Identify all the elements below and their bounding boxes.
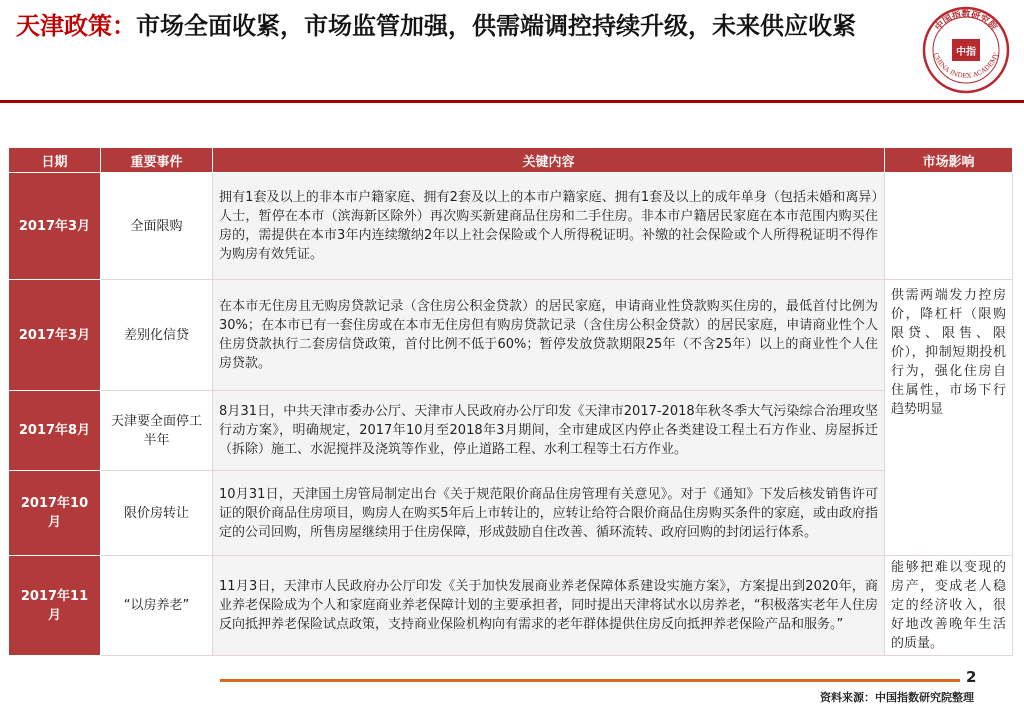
market-impact-summary-1: 供需两端发力控房价，降杠杆（限购限贷、限售、限价），抑制短期投机行为，强化住房自住属性，市场下行趋势明显 xyxy=(885,280,1013,556)
logo-text-center: 中指 xyxy=(956,47,976,58)
column-header-event: 重要事件 xyxy=(101,148,213,173)
table-row xyxy=(9,280,1013,391)
policy-table xyxy=(8,147,1013,656)
column-header-date: 日期 xyxy=(9,148,101,173)
footer-divider xyxy=(220,679,960,682)
row-date: 2017年3月 xyxy=(9,173,101,280)
row-date: 2017年11月 xyxy=(9,556,101,656)
column-header-impact: 市场影响 xyxy=(885,148,1013,173)
row-event: 天津要全面停工半年 xyxy=(101,391,213,471)
row-event: “以房养老” xyxy=(101,556,213,656)
row-event: 差别化信贷 xyxy=(101,280,213,391)
row-event: 限价房转让 xyxy=(101,471,213,556)
title-divider xyxy=(0,100,1024,103)
academy-logo xyxy=(921,5,1011,95)
row-date: 2017年3月 xyxy=(9,280,101,391)
logo-text-top: 中国指数研究院 xyxy=(933,10,999,33)
table-row xyxy=(9,173,1013,280)
row-date: 2017年10月 xyxy=(9,471,101,556)
row-content: 拥有1套及以上的非本市户籍家庭、拥有2套及以上的本市户籍家庭、拥有1套及以上的成年单身（包括未婚和离异）人士，暂停在本市（滨海新区除外）再次购买新建商品住房和二手住房。非本市户籍居民家庭在本市范围内购买住房的，需提供在本市3年内连续缴纳2年以上社会保险或个人所得税证明。补缴的社会保险或个人所得税证明不得作为购房有效凭证。 xyxy=(213,173,885,280)
row-content: 11月3日，天津市人民政府办公厅印发《关于加快发展商业养老保障体系建设实施方案》，方案提出到2020年，商业养老保险成为个人和家庭商业养老保障计划的主要承担者，同时提出天津将试水以房养老，“积极落实老年人住房反向抵押养老保险试点政策，支持商业保险机构向有需求的老年群体提供住房反向抵押养老保险产品和服务。” xyxy=(213,556,885,656)
row-event: 全面限购 xyxy=(101,173,213,280)
row-content: 8月31日，中共天津市委办公厅、天津市人民政府办公厅印发《天津市2017-2018年秋冬季大气污染综合治理攻坚行动方案》，明确规定，2017年10月至2018年3月期间，全市建成区内停止各类建设工程土石方作业、房屋拆迁（拆除）施工、水泥搅拌及浇筑等作业，停止道路工程、水利工程等土石方作业。 xyxy=(213,391,885,471)
logo-text-bottom: CHINA INDEX ACADEMY xyxy=(931,51,1001,80)
table-row xyxy=(9,556,1013,656)
page-number: 2 xyxy=(966,668,977,686)
table-row xyxy=(9,471,1013,556)
page-title xyxy=(16,10,916,43)
table-header-row xyxy=(9,148,1013,173)
market-impact-summary-2: 能够把难以变现的房产，变成老人稳定的经济收入，很好地改善晚年生活的质量。 xyxy=(885,556,1013,656)
table-row xyxy=(9,391,1013,471)
column-header-content: 关键内容 xyxy=(213,148,885,173)
page-title-highlight: 天津政策： xyxy=(16,12,136,40)
row-date: 2017年8月 xyxy=(9,391,101,471)
row-content: 在本市无住房且无购房贷款记录（含住房公积金贷款）的居民家庭，申请商业性贷款购买住房的，最低首付比例为30%；在本市已有一套住房或在本市无住房但有购房贷款记录（含住房公积金贷款）的居民家庭，申请商业性个人住房贷款执行二套房信贷政策，首付比例不低于60%；暂停发放贷款期限25年（不含25年）以上的商业性个人住房贷款。 xyxy=(213,280,885,391)
row-content: 10月31日，天津国土房管局制定出台《关于规范限价商品住房管理有关意见》。对于《通知》下发后核发销售许可证的限价商品住房项目，购房人在购买5年后上市转让的，应转让给符合限价商品住房购买条件的家庭，或由政府指定的公司回购，所售房屋继续用于住房保障，形成鼓励自住改善、循环流转、政府回购的封闭运行体系。 xyxy=(213,471,885,556)
academy-seal-icon xyxy=(921,5,1011,95)
page-title-rest: 市场全面收紧，市场监管加强，供需端调控持续升级，未来供应收紧 xyxy=(136,12,856,40)
source-note: 资料来源：中国指数研究院整理 xyxy=(820,691,974,704)
